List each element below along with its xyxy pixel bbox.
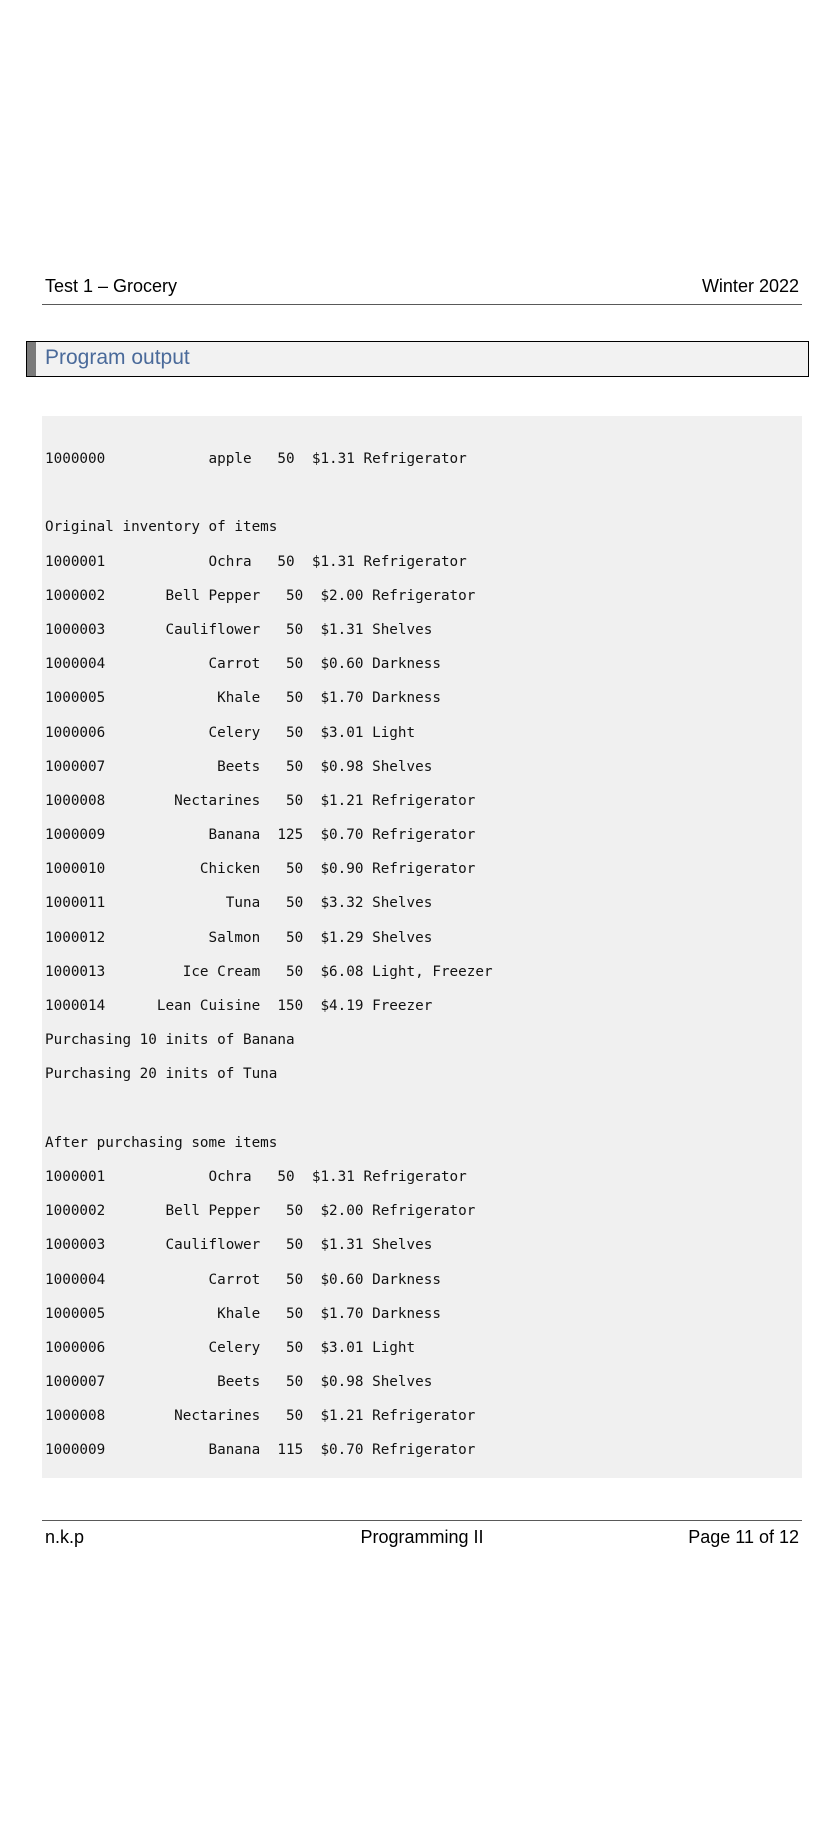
output-line: 1000002 Bell Pepper 50 $2.00 Refrigerator bbox=[45, 587, 476, 604]
output-lines bbox=[45, 450, 493, 1476]
output-line: Purchasing 10 inits of Banana bbox=[45, 1032, 295, 1049]
page-header bbox=[42, 274, 802, 305]
output-line: 1000003 Cauliflower 50 $1.31 Shelves bbox=[45, 1237, 433, 1254]
output-line: 1000004 Carrot 50 $0.60 Darkness bbox=[45, 656, 441, 673]
output-line: 1000005 Khale 50 $1.70 Darkness bbox=[45, 1305, 441, 1322]
page-footer bbox=[42, 1520, 802, 1551]
output-line: 1000007 Beets 50 $0.98 Shelves bbox=[45, 758, 433, 775]
output-line bbox=[45, 1100, 493, 1134]
output-line: 1000008 Nectarines 50 $1.21 Refrigerator bbox=[45, 792, 476, 809]
output-line: 1000011 Tuna 50 $3.32 Shelves bbox=[45, 895, 433, 912]
output-line: 1000001 Ochra 50 $1.31 Refrigerator bbox=[45, 553, 467, 570]
output-line: 1000014 Lean Cuisine 150 $4.19 Freezer bbox=[45, 998, 433, 1014]
program-output-block bbox=[42, 416, 802, 1478]
output-line: 1000006 Celery 50 $3.01 Light bbox=[45, 1339, 416, 1356]
output-line: 1000005 Khale 50 $1.70 Darkness bbox=[45, 690, 441, 707]
output-line: 1000008 Nectarines 50 $1.21 Refrigerator bbox=[45, 1408, 476, 1425]
output-line: 1000000 apple 50 $1.31 Refrigerator bbox=[45, 451, 467, 467]
output-line bbox=[45, 484, 493, 518]
header-term: Winter 2022 bbox=[701, 276, 799, 296]
output-line: 1000007 Beets 50 $0.98 Shelves bbox=[45, 1374, 433, 1391]
output-line: 1000004 Carrot 50 $0.60 Darkness bbox=[45, 1271, 441, 1288]
output-line: 1000010 Chicken 50 $0.90 Refrigerator bbox=[45, 861, 476, 878]
output-line: 1000001 Ochra 50 $1.31 Refrigerator bbox=[45, 1168, 467, 1185]
output-line: Purchasing 20 inits of Tuna bbox=[45, 1066, 278, 1083]
output-line: 1000009 Banana 115 $0.70 Refrigerator bbox=[45, 1442, 476, 1459]
header-title: Test 1 – Grocery bbox=[45, 276, 178, 296]
output-line: 1000003 Cauliflower 50 $1.31 Shelves bbox=[45, 621, 433, 638]
footer-author: n.k.p bbox=[45, 1527, 85, 1547]
output-line: 1000012 Salmon 50 $1.29 Shelves bbox=[45, 929, 433, 946]
output-line: 1000002 Bell Pepper 50 $2.00 Refrigerator bbox=[45, 1203, 476, 1220]
output-line: Original inventory of items bbox=[45, 519, 278, 536]
footer-page-number: Page 11 of 12 bbox=[688, 1527, 799, 1547]
output-line: 1000006 Celery 50 $3.01 Light bbox=[45, 724, 416, 741]
section-heading bbox=[26, 341, 809, 377]
output-line: After purchasing some items bbox=[45, 1134, 278, 1151]
section-title: Program output bbox=[45, 346, 190, 369]
section-accent-bar bbox=[27, 342, 36, 376]
output-line: 1000013 Ice Cream 50 $6.08 Light, Freezer bbox=[45, 963, 493, 980]
output-line: 1000009 Banana 125 $0.70 Refrigerator bbox=[45, 827, 476, 844]
footer-course: Programming II bbox=[360, 1527, 484, 1547]
